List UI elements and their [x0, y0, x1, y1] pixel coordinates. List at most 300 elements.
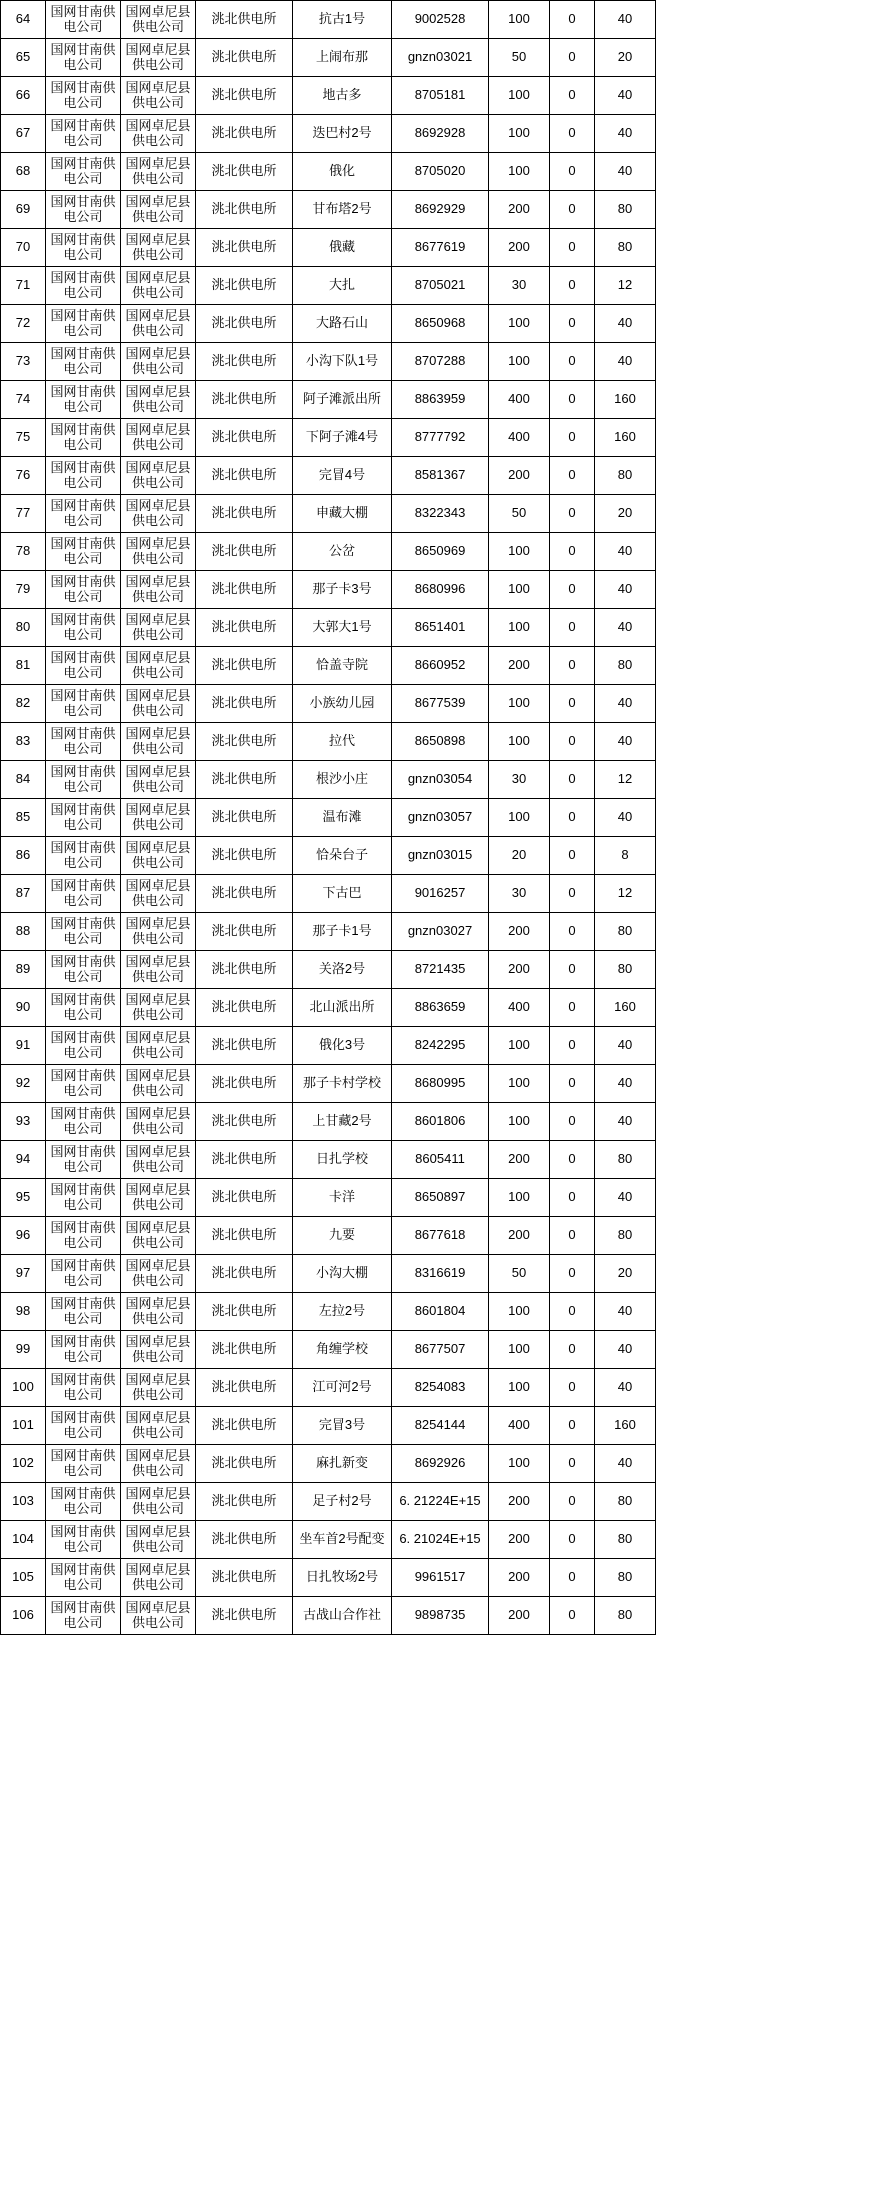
table-row[interactable] [1, 989, 656, 1027]
cell-zero[interactable]: 0 [550, 1, 595, 39]
cell-station-number[interactable]: 8254083 [392, 1369, 489, 1407]
cell-capacity[interactable]: 50 [489, 1255, 550, 1293]
table-row[interactable] [1, 343, 656, 381]
cell-county-company[interactable]: 国网卓尼县供电公司 [121, 495, 196, 533]
cell-index[interactable]: 73 [1, 343, 46, 381]
cell-zero[interactable]: 0 [550, 761, 595, 799]
cell-capacity[interactable]: 200 [489, 913, 550, 951]
cell-capacity[interactable]: 100 [489, 723, 550, 761]
cell-value[interactable]: 80 [595, 229, 656, 267]
cell-company[interactable]: 国网甘南供电公司 [46, 1103, 121, 1141]
cell-capacity[interactable]: 100 [489, 533, 550, 571]
cell-supply-office[interactable]: 洮北供电所 [196, 1217, 293, 1255]
cell-value[interactable]: 8 [595, 837, 656, 875]
cell-zero[interactable]: 0 [550, 723, 595, 761]
cell-capacity[interactable]: 100 [489, 1, 550, 39]
cell-zero[interactable]: 0 [550, 229, 595, 267]
cell-company[interactable]: 国网甘南供电公司 [46, 989, 121, 1027]
cell-index[interactable]: 80 [1, 609, 46, 647]
cell-station-name[interactable]: 地古多 [293, 77, 392, 115]
cell-supply-office[interactable]: 洮北供电所 [196, 989, 293, 1027]
cell-station-number[interactable]: 9898735 [392, 1597, 489, 1635]
cell-company[interactable]: 国网甘南供电公司 [46, 1255, 121, 1293]
cell-station-number[interactable]: 8705021 [392, 267, 489, 305]
cell-station-name[interactable]: 小沟大棚 [293, 1255, 392, 1293]
table-row[interactable] [1, 761, 656, 799]
cell-county-company[interactable]: 国网卓尼县供电公司 [121, 1445, 196, 1483]
cell-index[interactable]: 68 [1, 153, 46, 191]
cell-supply-office[interactable]: 洮北供电所 [196, 571, 293, 609]
cell-capacity[interactable]: 200 [489, 647, 550, 685]
cell-station-name[interactable]: 抗古1号 [293, 1, 392, 39]
table-row[interactable] [1, 229, 656, 267]
cell-index[interactable]: 88 [1, 913, 46, 951]
cell-index[interactable]: 94 [1, 1141, 46, 1179]
cell-supply-office[interactable]: 洮北供电所 [196, 191, 293, 229]
cell-company[interactable]: 国网甘南供电公司 [46, 761, 121, 799]
cell-value[interactable]: 160 [595, 381, 656, 419]
cell-supply-office[interactable]: 洮北供电所 [196, 267, 293, 305]
cell-station-number[interactable]: 8316619 [392, 1255, 489, 1293]
cell-zero[interactable]: 0 [550, 609, 595, 647]
table-row[interactable] [1, 1293, 656, 1331]
cell-capacity[interactable]: 400 [489, 419, 550, 457]
cell-supply-office[interactable]: 洮北供电所 [196, 305, 293, 343]
cell-station-number[interactable]: 8677539 [392, 685, 489, 723]
cell-station-number[interactable]: 8650969 [392, 533, 489, 571]
cell-value[interactable]: 20 [595, 1255, 656, 1293]
cell-capacity[interactable]: 100 [489, 685, 550, 723]
cell-index[interactable]: 81 [1, 647, 46, 685]
cell-zero[interactable]: 0 [550, 571, 595, 609]
cell-capacity[interactable]: 200 [489, 1559, 550, 1597]
cell-station-number[interactable]: 8677618 [392, 1217, 489, 1255]
cell-company[interactable]: 国网甘南供电公司 [46, 1, 121, 39]
cell-zero[interactable]: 0 [550, 1559, 595, 1597]
cell-company[interactable]: 国网甘南供电公司 [46, 837, 121, 875]
cell-supply-office[interactable]: 洮北供电所 [196, 1597, 293, 1635]
cell-zero[interactable]: 0 [550, 1103, 595, 1141]
cell-index[interactable]: 89 [1, 951, 46, 989]
cell-supply-office[interactable]: 洮北供电所 [196, 647, 293, 685]
cell-company[interactable]: 国网甘南供电公司 [46, 343, 121, 381]
cell-index[interactable]: 83 [1, 723, 46, 761]
cell-value[interactable]: 80 [595, 1217, 656, 1255]
cell-zero[interactable]: 0 [550, 1445, 595, 1483]
cell-index[interactable]: 86 [1, 837, 46, 875]
cell-station-number[interactable]: 8650968 [392, 305, 489, 343]
cell-company[interactable]: 国网甘南供电公司 [46, 951, 121, 989]
cell-value[interactable]: 80 [595, 913, 656, 951]
cell-supply-office[interactable]: 洮北供电所 [196, 115, 293, 153]
cell-county-company[interactable]: 国网卓尼县供电公司 [121, 1407, 196, 1445]
table-row[interactable] [1, 305, 656, 343]
cell-zero[interactable]: 0 [550, 1483, 595, 1521]
cell-county-company[interactable]: 国网卓尼县供电公司 [121, 39, 196, 77]
cell-zero[interactable]: 0 [550, 1065, 595, 1103]
cell-value[interactable]: 20 [595, 39, 656, 77]
cell-index[interactable]: 101 [1, 1407, 46, 1445]
cell-supply-office[interactable]: 洮北供电所 [196, 1065, 293, 1103]
cell-zero[interactable]: 0 [550, 1141, 595, 1179]
cell-supply-office[interactable]: 洮北供电所 [196, 457, 293, 495]
cell-capacity[interactable]: 200 [489, 1141, 550, 1179]
cell-zero[interactable]: 0 [550, 1027, 595, 1065]
cell-station-number[interactable]: 8692929 [392, 191, 489, 229]
cell-supply-office[interactable]: 洮北供电所 [196, 761, 293, 799]
cell-company[interactable]: 国网甘南供电公司 [46, 685, 121, 723]
cell-station-name[interactable]: 完冒3号 [293, 1407, 392, 1445]
cell-capacity[interactable]: 400 [489, 1407, 550, 1445]
cell-index[interactable]: 69 [1, 191, 46, 229]
cell-index[interactable]: 78 [1, 533, 46, 571]
cell-county-company[interactable]: 国网卓尼县供电公司 [121, 837, 196, 875]
cell-capacity[interactable]: 400 [489, 381, 550, 419]
cell-station-name[interactable]: 上甘藏2号 [293, 1103, 392, 1141]
cell-zero[interactable]: 0 [550, 875, 595, 913]
cell-station-name[interactable]: 坐车首2号配变 [293, 1521, 392, 1559]
cell-station-name[interactable]: 小沟下队1号 [293, 343, 392, 381]
table-row[interactable] [1, 571, 656, 609]
cell-value[interactable]: 20 [595, 495, 656, 533]
cell-county-company[interactable]: 国网卓尼县供电公司 [121, 267, 196, 305]
cell-zero[interactable]: 0 [550, 1293, 595, 1331]
cell-county-company[interactable]: 国网卓尼县供电公司 [121, 989, 196, 1027]
table-row[interactable] [1, 457, 656, 495]
cell-value[interactable]: 80 [595, 1521, 656, 1559]
cell-company[interactable]: 国网甘南供电公司 [46, 1331, 121, 1369]
cell-company[interactable]: 国网甘南供电公司 [46, 1407, 121, 1445]
cell-supply-office[interactable]: 洮北供电所 [196, 951, 293, 989]
cell-station-number[interactable]: 8692926 [392, 1445, 489, 1483]
cell-capacity[interactable]: 100 [489, 115, 550, 153]
cell-value[interactable]: 80 [595, 191, 656, 229]
cell-station-name[interactable]: 恰朵台子 [293, 837, 392, 875]
cell-company[interactable]: 国网甘南供电公司 [46, 533, 121, 571]
cell-station-number[interactable]: 8677507 [392, 1331, 489, 1369]
cell-index[interactable]: 75 [1, 419, 46, 457]
table-row[interactable] [1, 837, 656, 875]
cell-company[interactable]: 国网甘南供电公司 [46, 39, 121, 77]
table-row[interactable] [1, 723, 656, 761]
cell-supply-office[interactable]: 洮北供电所 [196, 495, 293, 533]
cell-county-company[interactable]: 国网卓尼县供电公司 [121, 381, 196, 419]
cell-supply-office[interactable]: 洮北供电所 [196, 419, 293, 457]
cell-index[interactable]: 66 [1, 77, 46, 115]
cell-county-company[interactable]: 国网卓尼县供电公司 [121, 1597, 196, 1635]
table-row[interactable] [1, 115, 656, 153]
cell-value[interactable]: 40 [595, 609, 656, 647]
cell-station-name[interactable]: 甘布塔2号 [293, 191, 392, 229]
cell-index[interactable]: 72 [1, 305, 46, 343]
cell-company[interactable]: 国网甘南供电公司 [46, 229, 121, 267]
cell-value[interactable]: 80 [595, 951, 656, 989]
cell-station-number[interactable]: 8721435 [392, 951, 489, 989]
cell-station-name[interactable]: 下古巴 [293, 875, 392, 913]
cell-index[interactable]: 95 [1, 1179, 46, 1217]
cell-station-number[interactable]: 8601804 [392, 1293, 489, 1331]
cell-company[interactable]: 国网甘南供电公司 [46, 875, 121, 913]
cell-zero[interactable]: 0 [550, 419, 595, 457]
cell-supply-office[interactable]: 洮北供电所 [196, 1293, 293, 1331]
cell-index[interactable]: 105 [1, 1559, 46, 1597]
cell-value[interactable]: 40 [595, 1331, 656, 1369]
cell-company[interactable]: 国网甘南供电公司 [46, 495, 121, 533]
cell-index[interactable]: 97 [1, 1255, 46, 1293]
cell-zero[interactable]: 0 [550, 837, 595, 875]
cell-supply-office[interactable]: 洮北供电所 [196, 799, 293, 837]
cell-company[interactable]: 国网甘南供电公司 [46, 1179, 121, 1217]
cell-value[interactable]: 40 [595, 1369, 656, 1407]
cell-company[interactable]: 国网甘南供电公司 [46, 723, 121, 761]
cell-value[interactable]: 12 [595, 875, 656, 913]
cell-station-name[interactable]: 日扎牧场2号 [293, 1559, 392, 1597]
cell-index[interactable]: 102 [1, 1445, 46, 1483]
cell-county-company[interactable]: 国网卓尼县供电公司 [121, 115, 196, 153]
cell-value[interactable]: 80 [595, 1483, 656, 1521]
cell-station-number[interactable]: 8242295 [392, 1027, 489, 1065]
cell-station-name[interactable]: 那子卡村学校 [293, 1065, 392, 1103]
table-row[interactable] [1, 1559, 656, 1597]
cell-value[interactable]: 40 [595, 685, 656, 723]
cell-station-name[interactable]: 俄化 [293, 153, 392, 191]
cell-capacity[interactable]: 100 [489, 343, 550, 381]
cell-company[interactable]: 国网甘南供电公司 [46, 1217, 121, 1255]
cell-station-name[interactable]: 公岔 [293, 533, 392, 571]
cell-supply-office[interactable]: 洮北供电所 [196, 1, 293, 39]
cell-company[interactable]: 国网甘南供电公司 [46, 647, 121, 685]
cell-county-company[interactable]: 国网卓尼县供电公司 [121, 1, 196, 39]
cell-supply-office[interactable]: 洮北供电所 [196, 77, 293, 115]
cell-county-company[interactable]: 国网卓尼县供电公司 [121, 1179, 196, 1217]
cell-capacity[interactable]: 50 [489, 39, 550, 77]
table-row[interactable] [1, 1483, 656, 1521]
cell-index[interactable]: 71 [1, 267, 46, 305]
cell-county-company[interactable]: 国网卓尼县供电公司 [121, 533, 196, 571]
cell-zero[interactable]: 0 [550, 1521, 595, 1559]
cell-county-company[interactable]: 国网卓尼县供电公司 [121, 1217, 196, 1255]
cell-value[interactable]: 40 [595, 1445, 656, 1483]
cell-zero[interactable]: 0 [550, 267, 595, 305]
cell-station-number[interactable]: 8650898 [392, 723, 489, 761]
cell-zero[interactable]: 0 [550, 343, 595, 381]
cell-capacity[interactable]: 200 [489, 229, 550, 267]
cell-index[interactable]: 76 [1, 457, 46, 495]
cell-capacity[interactable]: 100 [489, 1293, 550, 1331]
cell-company[interactable]: 国网甘南供电公司 [46, 381, 121, 419]
cell-capacity[interactable]: 200 [489, 457, 550, 495]
cell-county-company[interactable]: 国网卓尼县供电公司 [121, 457, 196, 495]
cell-county-company[interactable]: 国网卓尼县供电公司 [121, 1255, 196, 1293]
cell-capacity[interactable]: 100 [489, 1027, 550, 1065]
cell-county-company[interactable]: 国网卓尼县供电公司 [121, 419, 196, 457]
cell-county-company[interactable]: 国网卓尼县供电公司 [121, 647, 196, 685]
cell-station-number[interactable]: 8680996 [392, 571, 489, 609]
cell-index[interactable]: 93 [1, 1103, 46, 1141]
cell-capacity[interactable]: 200 [489, 1521, 550, 1559]
cell-company[interactable]: 国网甘南供电公司 [46, 1027, 121, 1065]
cell-station-name[interactable]: 拉代 [293, 723, 392, 761]
cell-zero[interactable]: 0 [550, 913, 595, 951]
cell-value[interactable]: 40 [595, 115, 656, 153]
cell-supply-office[interactable]: 洮北供电所 [196, 1483, 293, 1521]
cell-supply-office[interactable]: 洮北供电所 [196, 723, 293, 761]
cell-station-name[interactable]: 温布滩 [293, 799, 392, 837]
cell-value[interactable]: 40 [595, 1, 656, 39]
cell-station-name[interactable]: 江可河2号 [293, 1369, 392, 1407]
cell-station-name[interactable]: 大扎 [293, 267, 392, 305]
cell-county-company[interactable]: 国网卓尼县供电公司 [121, 153, 196, 191]
cell-station-name[interactable]: 足子村2号 [293, 1483, 392, 1521]
cell-capacity[interactable]: 100 [489, 799, 550, 837]
table-row[interactable] [1, 533, 656, 571]
cell-zero[interactable]: 0 [550, 1369, 595, 1407]
cell-capacity[interactable]: 400 [489, 989, 550, 1027]
cell-capacity[interactable]: 100 [489, 153, 550, 191]
table-row[interactable] [1, 1, 656, 39]
cell-zero[interactable]: 0 [550, 1331, 595, 1369]
table-row[interactable] [1, 1369, 656, 1407]
cell-station-name[interactable]: 申藏大棚 [293, 495, 392, 533]
cell-supply-office[interactable]: 洮北供电所 [196, 1559, 293, 1597]
cell-value[interactable]: 160 [595, 989, 656, 1027]
table-row[interactable] [1, 1255, 656, 1293]
cell-county-company[interactable]: 国网卓尼县供电公司 [121, 1065, 196, 1103]
cell-company[interactable]: 国网甘南供电公司 [46, 1445, 121, 1483]
cell-company[interactable]: 国网甘南供电公司 [46, 1141, 121, 1179]
cell-station-number[interactable]: 9016257 [392, 875, 489, 913]
cell-county-company[interactable]: 国网卓尼县供电公司 [121, 875, 196, 913]
cell-supply-office[interactable]: 洮北供电所 [196, 913, 293, 951]
cell-index[interactable]: 82 [1, 685, 46, 723]
cell-company[interactable]: 国网甘南供电公司 [46, 1369, 121, 1407]
cell-capacity[interactable]: 100 [489, 305, 550, 343]
cell-station-name[interactable]: 阿子滩派出所 [293, 381, 392, 419]
cell-county-company[interactable]: 国网卓尼县供电公司 [121, 799, 196, 837]
cell-capacity[interactable]: 200 [489, 191, 550, 229]
cell-company[interactable]: 国网甘南供电公司 [46, 305, 121, 343]
cell-company[interactable]: 国网甘南供电公司 [46, 457, 121, 495]
cell-supply-office[interactable]: 洮北供电所 [196, 1369, 293, 1407]
cell-value[interactable]: 40 [595, 1103, 656, 1141]
cell-station-number[interactable]: 8707288 [392, 343, 489, 381]
cell-station-name[interactable]: 卡洋 [293, 1179, 392, 1217]
cell-zero[interactable]: 0 [550, 495, 595, 533]
cell-company[interactable]: 国网甘南供电公司 [46, 1065, 121, 1103]
cell-index[interactable]: 64 [1, 1, 46, 39]
cell-zero[interactable]: 0 [550, 115, 595, 153]
cell-station-number[interactable]: 8680995 [392, 1065, 489, 1103]
cell-station-number[interactable]: gnzn03027 [392, 913, 489, 951]
table-row[interactable] [1, 951, 656, 989]
cell-county-company[interactable]: 国网卓尼县供电公司 [121, 1483, 196, 1521]
cell-station-name[interactable]: 那子卡1号 [293, 913, 392, 951]
cell-supply-office[interactable]: 洮北供电所 [196, 229, 293, 267]
cell-supply-office[interactable]: 洮北供电所 [196, 685, 293, 723]
cell-value[interactable]: 12 [595, 761, 656, 799]
cell-capacity[interactable]: 200 [489, 1483, 550, 1521]
cell-company[interactable]: 国网甘南供电公司 [46, 191, 121, 229]
cell-station-name[interactable]: 日扎学校 [293, 1141, 392, 1179]
cell-zero[interactable]: 0 [550, 1217, 595, 1255]
cell-station-number[interactable]: 8863659 [392, 989, 489, 1027]
cell-supply-office[interactable]: 洮北供电所 [196, 1141, 293, 1179]
table-row[interactable] [1, 1597, 656, 1635]
cell-value[interactable]: 40 [595, 533, 656, 571]
cell-index[interactable]: 79 [1, 571, 46, 609]
cell-supply-office[interactable]: 洮北供电所 [196, 1255, 293, 1293]
cell-station-number[interactable]: 8660952 [392, 647, 489, 685]
cell-capacity[interactable]: 100 [489, 609, 550, 647]
cell-station-number[interactable]: gnzn03057 [392, 799, 489, 837]
cell-capacity[interactable]: 50 [489, 495, 550, 533]
cell-capacity[interactable]: 100 [489, 1065, 550, 1103]
cell-capacity[interactable]: 30 [489, 267, 550, 305]
cell-index[interactable]: 98 [1, 1293, 46, 1331]
cell-county-company[interactable]: 国网卓尼县供电公司 [121, 609, 196, 647]
cell-zero[interactable]: 0 [550, 191, 595, 229]
cell-index[interactable]: 92 [1, 1065, 46, 1103]
cell-company[interactable]: 国网甘南供电公司 [46, 1559, 121, 1597]
cell-station-name[interactable]: 完冒4号 [293, 457, 392, 495]
cell-zero[interactable]: 0 [550, 77, 595, 115]
cell-station-number[interactable]: 8692928 [392, 115, 489, 153]
cell-supply-office[interactable]: 洮北供电所 [196, 1331, 293, 1369]
cell-station-number[interactable]: 8322343 [392, 495, 489, 533]
cell-station-name[interactable]: 根沙小庄 [293, 761, 392, 799]
cell-value[interactable]: 40 [595, 77, 656, 115]
cell-station-number[interactable]: 6. 21224E+15 [392, 1483, 489, 1521]
cell-index[interactable]: 65 [1, 39, 46, 77]
table-row[interactable] [1, 1331, 656, 1369]
cell-supply-office[interactable]: 洮北供电所 [196, 1521, 293, 1559]
cell-station-name[interactable]: 麻扎新变 [293, 1445, 392, 1483]
cell-capacity[interactable]: 100 [489, 1369, 550, 1407]
cell-county-company[interactable]: 国网卓尼县供电公司 [121, 1369, 196, 1407]
cell-station-number[interactable]: 9002528 [392, 1, 489, 39]
table-row[interactable] [1, 1179, 656, 1217]
cell-company[interactable]: 国网甘南供电公司 [46, 115, 121, 153]
cell-county-company[interactable]: 国网卓尼县供电公司 [121, 571, 196, 609]
table-row[interactable] [1, 267, 656, 305]
cell-capacity[interactable]: 100 [489, 1103, 550, 1141]
cell-index[interactable]: 100 [1, 1369, 46, 1407]
cell-value[interactable]: 40 [595, 343, 656, 381]
cell-index[interactable]: 103 [1, 1483, 46, 1521]
cell-company[interactable]: 国网甘南供电公司 [46, 419, 121, 457]
cell-station-number[interactable]: gnzn03015 [392, 837, 489, 875]
cell-supply-office[interactable]: 洮北供电所 [196, 1179, 293, 1217]
cell-capacity[interactable]: 100 [489, 77, 550, 115]
cell-index[interactable]: 106 [1, 1597, 46, 1635]
cell-station-number[interactable]: 8705020 [392, 153, 489, 191]
table-row[interactable] [1, 419, 656, 457]
cell-station-number[interactable]: gnzn03021 [392, 39, 489, 77]
cell-index[interactable]: 85 [1, 799, 46, 837]
cell-zero[interactable]: 0 [550, 1407, 595, 1445]
cell-company[interactable]: 国网甘南供电公司 [46, 77, 121, 115]
table-row[interactable] [1, 1103, 656, 1141]
cell-station-name[interactable]: 角缠学校 [293, 1331, 392, 1369]
cell-capacity[interactable]: 100 [489, 1445, 550, 1483]
cell-county-company[interactable]: 国网卓尼县供电公司 [121, 1331, 196, 1369]
cell-supply-office[interactable]: 洮北供电所 [196, 1027, 293, 1065]
cell-company[interactable]: 国网甘南供电公司 [46, 571, 121, 609]
table-row[interactable] [1, 1027, 656, 1065]
cell-county-company[interactable]: 国网卓尼县供电公司 [121, 1293, 196, 1331]
cell-company[interactable]: 国网甘南供电公司 [46, 267, 121, 305]
table-row[interactable] [1, 1407, 656, 1445]
